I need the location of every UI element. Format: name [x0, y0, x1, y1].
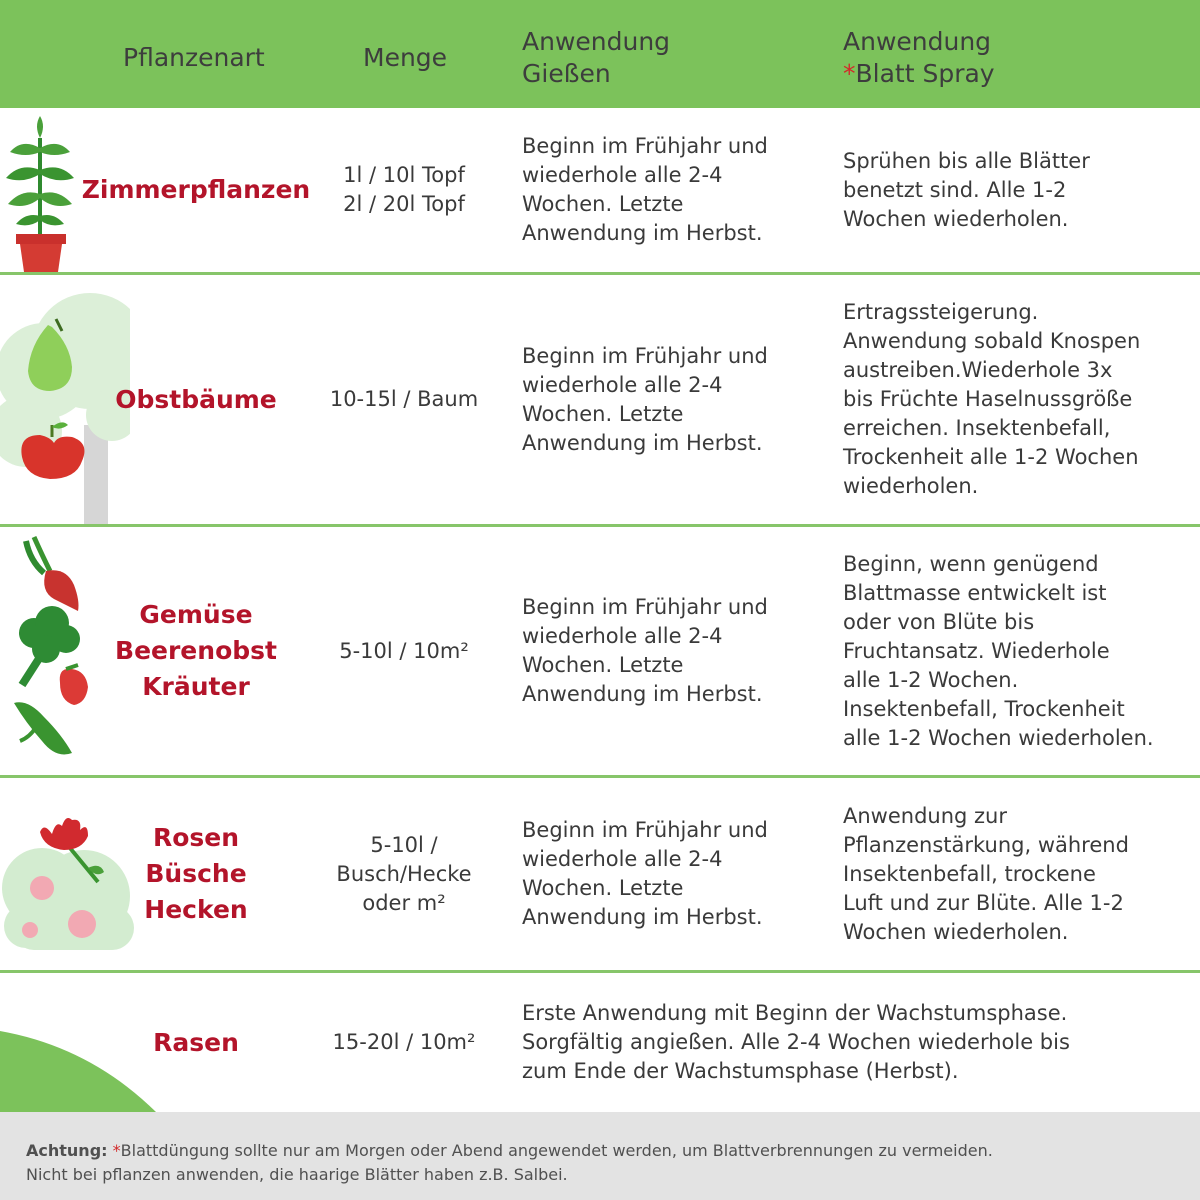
warning-label: Achtung: [26, 1141, 108, 1160]
spray-line: Fruchtansatz. Wiederhole [843, 638, 1110, 663]
table-row [0, 275, 1200, 527]
header-spray-label: Blatt Spray [855, 59, 995, 88]
spray-line: Beginn, wenn genügend [843, 551, 1099, 576]
plant-type-cell [80, 108, 312, 272]
spray-line: Trockenheit alle 1-2 Wochen [843, 445, 1139, 469]
header-watering [522, 26, 670, 90]
spray-line: alle 1-2 Wochen. [843, 667, 1019, 692]
watering-line: wiederhole alle 2-4 [522, 624, 723, 648]
plant-type-line: Gemüse [139, 600, 253, 629]
spray-line: Insektenbefall, trockene [843, 861, 1096, 886]
amount-cell [318, 527, 490, 775]
plant-type-line: Beerenobst [115, 636, 277, 665]
plant-type-cell [80, 275, 312, 524]
asterisk-mark: * [843, 59, 856, 88]
warning-footer [0, 1112, 1200, 1200]
header-watering-line1: Anwendung [522, 27, 671, 56]
watering-cell [522, 275, 822, 524]
potted-plant-icon [0, 108, 80, 272]
plant-type-line: Zimmerpflanzen [81, 175, 311, 204]
spray-line: Wochen wiederholen. [843, 206, 1069, 231]
warning-text: Blattdüngung sollte nur am Morgen oder Abend angewendet werden, um Blattverbrennungen zu vermeiden. [120, 1141, 993, 1160]
table-header [0, 0, 1200, 108]
spray-line: austreiben.Wiederhole 3x [843, 358, 1113, 382]
watering-line: Anwendung im Herbst. [522, 221, 763, 245]
watering-cell [522, 108, 822, 272]
plant-type-cell [80, 973, 312, 1112]
spray-line: Anwendung sobald Knospen [843, 329, 1141, 353]
amount-line: 15-20l / 10m² [332, 1030, 476, 1054]
asterisk-mark: * [112, 1141, 121, 1160]
spray-line: Blattmasse entwickelt ist [843, 580, 1107, 605]
watering-cell [522, 527, 822, 775]
amount-line: 10-15l / Baum [329, 387, 479, 411]
watering-line: wiederhole alle 2-4 [522, 163, 723, 187]
spray-line: oder von Blüte bis [843, 609, 1035, 634]
spray-line: Insektenbefall, Trockenheit [843, 696, 1125, 721]
plant-type-cell [80, 527, 312, 775]
spray-line: benetzt sind. Alle 1-2 [843, 177, 1067, 202]
spray-line: Luft und zur Blüte. Alle 1-2 [843, 890, 1124, 915]
amount-line: 5-10l / [370, 832, 438, 857]
watering-line: Beginn im Frühjahr und [522, 343, 768, 368]
amount-cell [318, 108, 490, 272]
table-row [0, 527, 1200, 778]
amount-line: 2l / 20l Topf [343, 192, 465, 216]
header-plant-type: Pflanzenart [123, 43, 265, 72]
watering-line: wiederhole alle 2-4 [522, 372, 723, 397]
watering-line: Anwendung im Herbst. [522, 682, 763, 706]
plant-type-line: Hecken [144, 895, 248, 924]
watering-line: Wochen. Letzte [522, 401, 684, 426]
watering-cell [522, 778, 822, 970]
spray-line: Wochen wiederholen. [843, 919, 1069, 944]
table-row [0, 108, 1200, 275]
spray-cell [843, 778, 1193, 970]
warning-line-1 [26, 1139, 993, 1163]
spray-cell [843, 275, 1193, 524]
application-line: zum Ende der Wachstumsphase (Herbst). [522, 1059, 959, 1083]
watering-line: Beginn im Frühjahr und [522, 818, 768, 842]
plant-type-line: Obstbäume [115, 384, 277, 414]
application-line: Sorgfältig angießen. Alle 2-4 Wochen wiederhole bis [522, 1030, 1070, 1054]
plant-type-line: Büsche [145, 859, 247, 888]
header-leaf-spray [843, 26, 995, 90]
spray-cell [843, 108, 1193, 272]
spray-line: wiederholen. [843, 474, 979, 498]
watering-line: Wochen. Letzte [522, 876, 684, 900]
application-line: Erste Anwendung mit Beginn der Wachstumsphase. [522, 1001, 1068, 1025]
header-amount: Menge [363, 43, 448, 72]
table-row [0, 778, 1200, 973]
header-spray-line2 [843, 58, 995, 90]
spray-cell [843, 527, 1193, 775]
amount-line: 5-10l / 10m² [339, 638, 469, 663]
spray-line: bis Früchte Haselnussgröße [843, 387, 1133, 411]
watering-line: Beginn im Frühjahr und [522, 595, 768, 619]
spray-line: Pflanzenstärkung, während [843, 832, 1129, 857]
warning-line-2: Nicht bei pflanzen anwenden, die haarige Blätter haben z.B. Salbei. [26, 1165, 568, 1184]
watering-line: Wochen. Letzte [522, 192, 684, 216]
spray-line: Ertragssteigerung. [843, 300, 1039, 324]
header-spray-line1: Anwendung [843, 27, 992, 56]
header-watering-line2: Gießen [522, 59, 611, 88]
spray-line: Anwendung zur [843, 803, 1008, 828]
plant-type-line: Rosen [152, 823, 240, 852]
watering-line: Wochen. Letzte [522, 653, 684, 677]
amount-line: oder m² [362, 890, 446, 915]
amount-cell [318, 973, 490, 1112]
watering-line: wiederhole alle 2-4 [522, 847, 723, 871]
plant-type-line: Kräuter [142, 672, 250, 701]
watering-line: Beginn im Frühjahr und [522, 134, 768, 158]
amount-line: Busch/Hecke [336, 861, 472, 886]
amount-cell [318, 275, 490, 524]
watering-line: Anwendung im Herbst. [522, 905, 763, 929]
plant-type-cell [80, 778, 312, 970]
spray-line: erreichen. Insektenbefall, [843, 416, 1111, 440]
plant-type-line: Rasen [153, 1027, 239, 1057]
amount-cell [318, 778, 490, 970]
spray-line: Sprühen bis alle Blätter [843, 148, 1090, 173]
table-row [0, 973, 1200, 1112]
watering-line: Anwendung im Herbst. [522, 430, 763, 455]
amount-line: 1l / 10l Topf [343, 163, 465, 187]
spray-line: alle 1-2 Wochen wiederholen. [843, 725, 1154, 750]
combined-application-cell [522, 973, 1182, 1112]
